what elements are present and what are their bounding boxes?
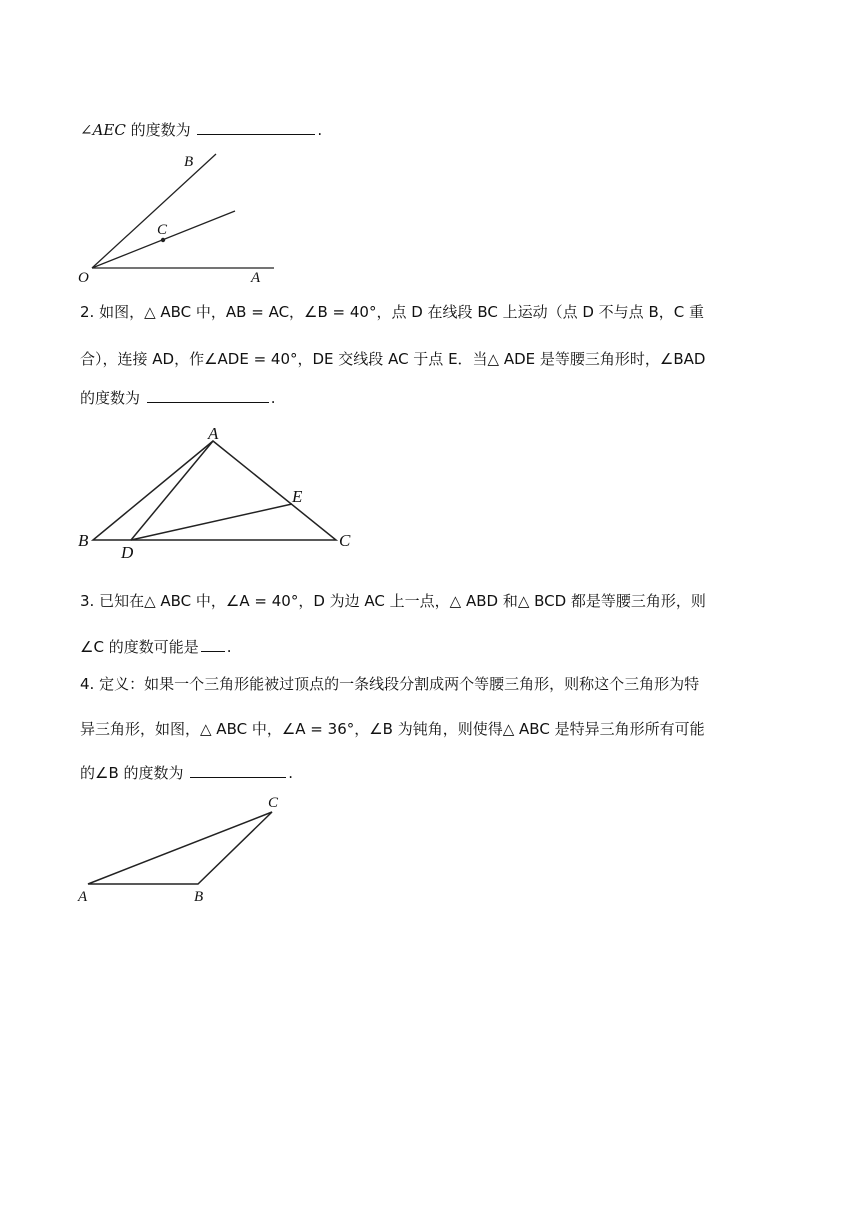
q4-line-1: 4. 定义：如果一个三角形能被过顶点的一条线段分割成两个等腰三角形，则称这个三角形为特 — [80, 675, 700, 693]
q1-label-b: B — [184, 154, 194, 170]
q4-label-c: C — [268, 795, 279, 811]
q2-label-d: D — [121, 543, 134, 562]
q4-period: . — [288, 764, 294, 782]
q2-line-1: 2. 如图，△ ABC 中，AB = AC，∠B = 40°，点 D 在线段 BC 上运动（点 D 不与点 B，C 重 — [80, 303, 704, 321]
q1-label-o: O — [78, 270, 89, 286]
q3-period: . — [226, 638, 232, 656]
q3-line-1: 3. 已知在△ ABC 中，∠A = 40°，D 为边 AC 上一点，△ ABD 和△ BCD 都是等腰三角形，则 — [80, 592, 706, 610]
q4-label-a: A — [78, 889, 88, 905]
q1-label-a: A — [251, 270, 261, 286]
q2-period: . — [270, 389, 276, 407]
q4-line-2: 异三角形，如图，△ ABC 中，∠A = 36°，∠B 为钝角，则使得△ ABC 是特异三角形所有可能 — [80, 720, 705, 738]
q4-triangle-abc — [88, 812, 272, 884]
q2-label-b: B — [78, 531, 89, 550]
q2-line-2: 合），连接 AD，作∠ADE = 40°，DE 交线段 AC 于点 E．当△ ADE 是等腰三角形时，∠BAD — [80, 350, 706, 368]
q4-label-b: B — [194, 889, 204, 905]
q3-prompt-text: ∠C 的度数可能是 — [80, 638, 199, 656]
q4-prompt-text: 的∠B 的度数为 — [80, 764, 184, 782]
q1-label-c: C — [157, 222, 168, 238]
q2-prompt-text: 的度数为 — [80, 389, 141, 407]
q1-prompt-text: 的度数为 — [125, 121, 191, 139]
q2-label-e: E — [292, 487, 303, 506]
q1-angle-aec: ∠AEC — [80, 121, 126, 139]
q2-label-a: A — [208, 424, 219, 443]
q1-period: . — [317, 121, 323, 139]
q2-label-c: C — [339, 531, 351, 550]
